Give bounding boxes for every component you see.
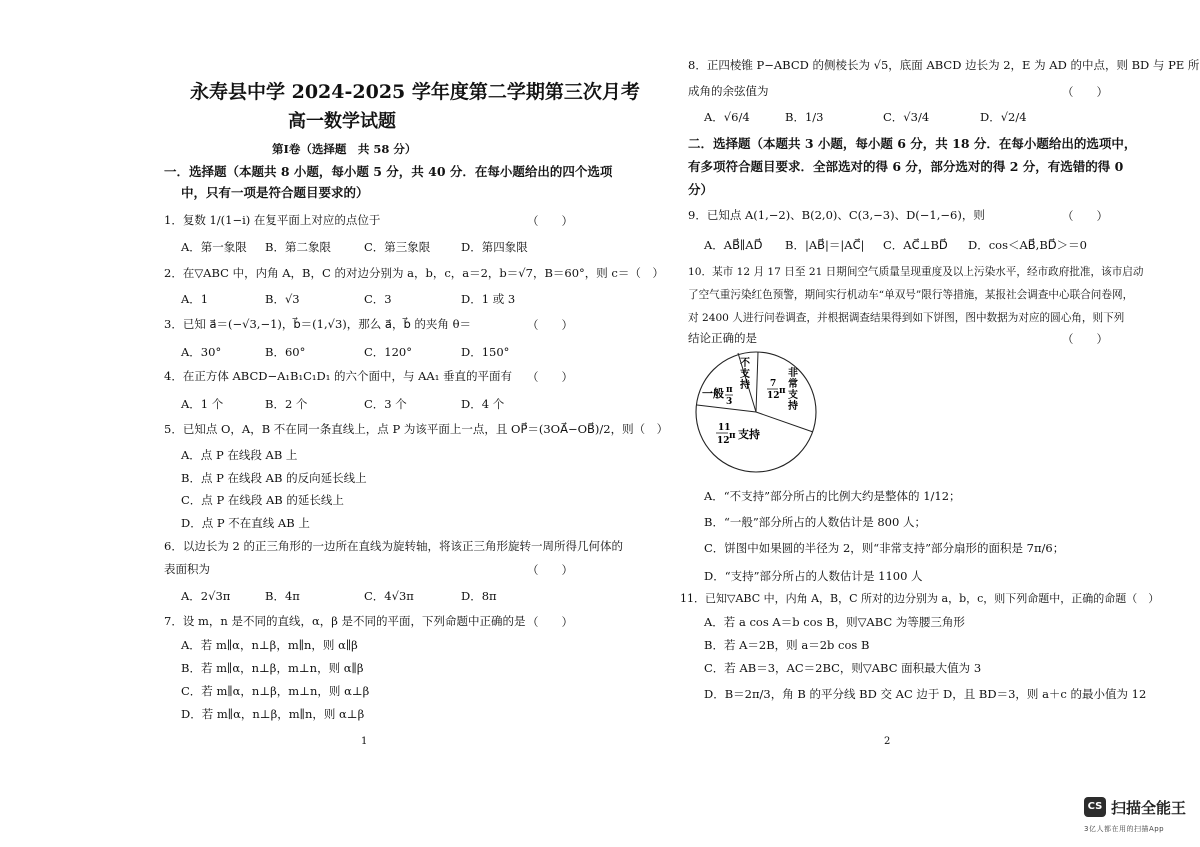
part-heading: 第Ⅰ卷（选择题 共 58 分） — [272, 142, 417, 156]
question-5: 5．已知点 O，A，B 不在同一条直线上，点 P 为该平面上一点，且 OP⃗＝(3OA⃗−OB⃗)/2，则（ ） — [164, 422, 669, 436]
question-7: 7．设 m，n 是不同的直线，α，β 是不同的平面，下列命题中正确的是 — [164, 614, 526, 628]
q3-option-a: A．30° — [181, 345, 222, 359]
q8-option-d: D．√2/4 — [980, 110, 1027, 124]
answer-paren: （ ） — [527, 563, 573, 577]
page-number: 2 — [884, 736, 891, 747]
q4-option-b: B．2 个 — [265, 397, 308, 411]
section1-heading: 一．选择题（本题共 8 小题，每小题 5 分，共 40 分．在每小题给出的四个选项 — [164, 164, 613, 179]
question-6: 6．以边长为 2 的正三角形的一边所在直线为旋转轴，将该正三角形旋转一周所得几何体的 — [164, 539, 623, 553]
section1-heading-cont: 中，只有一项是符合题目要求的） — [181, 185, 369, 200]
q8-option-b: B．1/3 — [785, 110, 824, 124]
section2-heading-end: 分） — [688, 182, 714, 197]
q6-option-b: B．4π — [265, 589, 300, 603]
exam-title: 永寿县中学 2024-2025 学年度第二学期第三次月考 — [190, 81, 640, 103]
answer-paren: （ ） — [1062, 209, 1108, 223]
q2-option-a: A．1 — [181, 292, 209, 306]
section2-heading: 二．选择题（本题共 3 小题，每小题 6 分，共 18 分．在每小题给出的选项中， — [688, 136, 1137, 151]
answer-paren: （ ） — [1062, 332, 1108, 346]
answer-paren: （ ） — [527, 370, 573, 384]
pie-label-zhichi: 支持 — [738, 428, 760, 441]
q8-option-a: A．√6/4 — [704, 110, 750, 124]
answer-paren: （ ） — [527, 214, 573, 228]
q7-option-b: B．若 m∥α，n⊥β，m⊥n，则 α∥β — [181, 661, 364, 675]
question-8-cont: 成角的余弦值为 — [688, 84, 769, 98]
pie-label-yiban: 一般 — [702, 387, 724, 400]
question-10-cont3: 结论正确的是 — [688, 331, 757, 345]
q3-option-d: D．150° — [461, 345, 510, 359]
pie-label-buzhichi-3: 持 — [740, 380, 750, 391]
q7-option-d: D．若 m∥α，n⊥β，m∥n，则 α⊥β — [181, 707, 365, 721]
question-4: 4．在正方体 ABCD−A₁B₁C₁D₁ 的六个面中，与 AA₁ 垂直的平面有 — [164, 369, 512, 383]
section2-heading-cont: 有多项符合题目要求．全部选对的得 6 分，部分选对的得 2 分，有选错的得 0 — [688, 159, 1124, 174]
q11-option-a: A．若 a cos A＝b cos B，则▽ABC 为等腰三角形 — [704, 615, 965, 629]
question-11: 11．已知▽ABC 中，内角 A，B，C 所对的边分别为 a，b，c，则下列命题中，正确的命题（ ） — [680, 592, 1160, 605]
q9-option-d: D．cos＜AB⃗,BD⃗＞＝0 — [968, 238, 1087, 252]
q1-option-d: D．第四象限 — [461, 240, 528, 254]
pie-angle-feichang-num: 7 — [770, 379, 777, 389]
pie-angle-yiban-num: π — [726, 385, 733, 395]
q8-option-c: C．√3/4 — [883, 110, 930, 124]
q3-option-c: C．120° — [364, 345, 412, 359]
q1-option-b: B．第二象限 — [265, 240, 331, 254]
pie-chart — [682, 350, 832, 475]
q5-option-b: B．点 P 在线段 AB 的反向延长线上 — [181, 471, 367, 485]
q6-option-c: C．4√3π — [364, 589, 414, 603]
q11-option-d: D．B＝2π/3，角 B 的平分线 BD 交 AC 边于 D，且 BD＝3，则 a＋c 的最小值为 12 — [704, 687, 1147, 701]
exam-subtitle: 高一数学试题 — [288, 111, 396, 132]
q9-option-c: C．AC⃗⊥BD⃗ — [883, 238, 948, 252]
q10-option-b: B．“一般”部分所占的人数估计是 800 人； — [704, 515, 926, 529]
pie-angle-yiban-den: 3 — [726, 397, 733, 407]
q10-option-d: D．“支持”部分所占的人数估计是 1100 人 — [704, 569, 923, 583]
q2-option-c: C．3 — [364, 292, 392, 306]
question-9: 9．已知点 A(1,−2)、B(2,0)、C(3,−3)、D(−1,−6)，则 — [688, 208, 985, 222]
pie-divider — [756, 352, 758, 412]
q4-option-a: A．1 个 — [181, 397, 224, 411]
question-6-cont: 表面积为 — [164, 562, 210, 576]
question-10-cont2: 对 2400 人进行问卷调查，并根据调查结果得到如下饼图，图中数据为对应的圆心角，则下列 — [688, 312, 1125, 324]
question-8: 8．正四棱锥 P−ABCD 的侧棱长为 √5，底面 ABCD 边长为 2，E 为 AD 的中点，则 BD 与 PE 所 — [688, 58, 1200, 72]
q2-option-d: D．1 或 3 — [461, 292, 516, 306]
camscanner-tagline: 3亿人都在用的扫描App — [1084, 825, 1165, 833]
answer-paren: （ ） — [527, 318, 573, 332]
q10-option-a: A．“不支持”部分所占的比例大约是整体的 1/12； — [704, 489, 961, 503]
pie-angle-zhichi-num: 11 — [718, 423, 731, 433]
answer-paren: （ ） — [1062, 85, 1108, 99]
q9-option-b: B．|AB⃗|＝|AC⃗| — [785, 238, 865, 252]
q6-option-d: D．8π — [461, 589, 497, 603]
page-number: 1 — [361, 736, 368, 747]
pie-angle-feichang-pi: π — [779, 386, 786, 396]
q4-option-c: C．3 个 — [364, 397, 407, 411]
pie-label-feichang-2: 常 — [788, 379, 798, 390]
pie-angle-zhichi-den: 12 — [717, 436, 730, 446]
question-3: 3．已知 a⃗＝(−√3,−1)，b⃗＝(1,√3)，那么 a⃗，b⃗ 的夹角 θ＝ — [164, 317, 472, 331]
question-10: 10．某市 12 月 17 日至 21 日期间空气质量呈现重度及以上污染水平，经市政府批准，该市启动 — [688, 266, 1144, 278]
question-2: 2．在▽ABC 中，内角 A，B，C 的对边分别为 a，b，c，a＝2，b＝√7，B＝60°，则 c＝（ ） — [164, 266, 664, 280]
pie-label-buzhichi-1: 不 — [740, 358, 750, 369]
q1-option-a: A．第一象限 — [181, 240, 247, 254]
q5-option-a: A．点 P 在线段 AB 上 — [181, 448, 298, 462]
pie-label-buzhichi-2: 支 — [740, 369, 750, 380]
camscanner-logo-icon: CS — [1084, 797, 1106, 817]
q11-option-c: C．若 AB＝3，AC＝2BC，则▽ABC 面积最大值为 3 — [704, 661, 982, 675]
q1-option-c: C．第三象限 — [364, 240, 431, 254]
pie-divider — [756, 412, 813, 432]
pie-angle-feichang-den: 12 — [767, 391, 780, 401]
q5-option-d: D．点 P 不在直线 AB 上 — [181, 516, 310, 530]
pie-angle-zhichi-pi: π — [729, 431, 736, 441]
q7-option-c: C．若 m∥α，n⊥β，m⊥n，则 α⊥β — [181, 684, 370, 698]
q11-option-b: B．若 A＝2B，则 a＝2b cos B — [704, 638, 870, 652]
camscanner-name: 扫描全能王 — [1111, 799, 1187, 817]
q5-option-c: C．点 P 在线段 AB 的延长线上 — [181, 493, 344, 507]
right-page — [600, 0, 1200, 847]
pie-label-feichang-1: 非 — [788, 368, 798, 379]
pie-label-feichang-3: 支 — [788, 390, 798, 401]
question-10-cont1: 了空气重污染红色预警，期间实行机动车“单双号”限行等措施，某报社会调查中心联合问卷网， — [688, 289, 1134, 301]
answer-paren: （ ） — [527, 615, 573, 629]
question-1: 1．复数 1/(1−i) 在复平面上对应的点位于 — [164, 213, 381, 227]
q9-option-a: A．AB⃗∥AD⃗ — [704, 238, 763, 252]
pie-label-feichang-4: 持 — [788, 401, 798, 412]
q7-option-a: A．若 m∥α，n⊥β，m∥n，则 α∥β — [181, 638, 358, 652]
q10-option-c: C．饼图中如果圆的半径为 2，则“非常支持”部分扇形的面积是 7π/6； — [704, 541, 1065, 555]
q3-option-b: B．60° — [265, 345, 306, 359]
q2-option-b: B．√3 — [265, 292, 300, 306]
q6-option-a: A．2√3π — [181, 589, 231, 603]
q4-option-d: D．4 个 — [461, 397, 505, 411]
